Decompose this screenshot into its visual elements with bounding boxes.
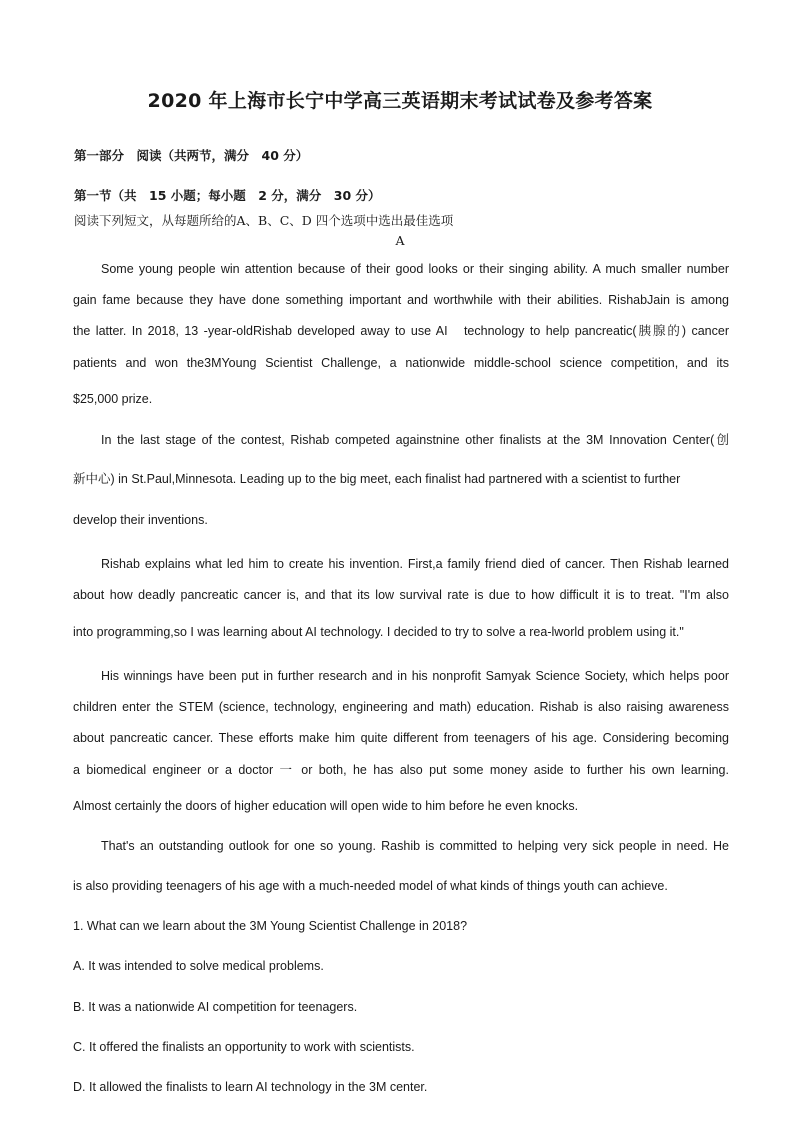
instruction-text: 阅读下列短文，从每题所给的A、B、C、D 四个选项中选出最佳选项: [74, 213, 454, 228]
passage-line: is also providing teenagers of his age with a much-needed model of what kinds of things youth can achieve.: [73, 879, 668, 893]
passage-line: Almost certainly the doors of higher education will open wide to him before he even knocks.: [73, 799, 579, 813]
passage-line: 新中心) in St.Paul,Minnesota. Leading up to the big meet, each finalist had partnered with a scientist to further: [73, 471, 681, 486]
passage-line: children enter the STEM (science, technology, engineering and math) education. Rishab is also raising awareness: [73, 700, 729, 714]
passage-line: about pancreatic cancer. These efforts make him quite different from teenagers of his age. Considering becoming: [73, 731, 729, 745]
passage-line: a biomedical engineer or a doctor 一 or both, he has also put some money aside to further his own learning.: [73, 763, 729, 777]
option-c: C. It offered the finalists an opportunity to work with scientists.: [73, 1040, 415, 1054]
passage-line: Rishab explains what led him to create his invention. First,a family friend died of cancer. Then Rishab learned: [101, 557, 729, 571]
passage-line: develop their inventions.: [73, 513, 208, 527]
passage-line: In the last stage of the contest, Rishab competed againstnine other finalists at the 3M Innovation Center(创: [101, 432, 729, 447]
option-a: A. It was intended to solve medical problems.: [73, 959, 324, 973]
passage-line: gain fame because they have done something important and worthwhile with their abilities. RishabJain is among: [73, 293, 729, 307]
page-title: 2020 年上海市长宁中学高三英语期末考试试卷及参考答案: [147, 90, 653, 112]
option-b: B. It was a nationwide AI competition for teenagers.: [73, 1000, 358, 1014]
passage-line: the latter. In 2018, 13 -year-oldRishab developed away to use AI technology to help pancreatic(胰腺的) cancer: [73, 323, 729, 338]
passage-line: That's an outstanding outlook for one so young. Rashib is committed to helping very sick people in need. He: [101, 839, 729, 853]
passage-line: patients and won the3MYoung Scientist Challenge, a nationwide middle-school science competition, and its: [73, 356, 729, 370]
question-stem: 1. What can we learn about the 3M Young Scientist Challenge in 2018?: [73, 919, 468, 933]
passage-line: His winnings have been put in further research and in his nonprofit Samyak Science Society, which helps poor: [101, 669, 729, 683]
section-heading: 第一节（共 15 小题；每小题 2 分，满分 30 分）: [74, 188, 381, 203]
option-d: D. It allowed the finalists to learn AI technology in the 3M center.: [73, 1080, 428, 1094]
passage-label: A: [395, 233, 405, 248]
part-heading: 第一部分 阅读（共两节，满分 40 分）: [74, 148, 309, 163]
passage-line: into programming,so I was learning about AI technology. I decided to try to solve a rea-lworld problem using it.": [73, 625, 684, 639]
passage-line: about how deadly pancreatic cancer is, and that its low survival rate is due to how difficult it is to treat. "I'm also: [73, 588, 729, 602]
passage-line: $25,000 prize.: [73, 392, 153, 406]
passage-line: Some young people win attention because of their good looks or their singing ability. A much smaller number: [101, 262, 729, 276]
